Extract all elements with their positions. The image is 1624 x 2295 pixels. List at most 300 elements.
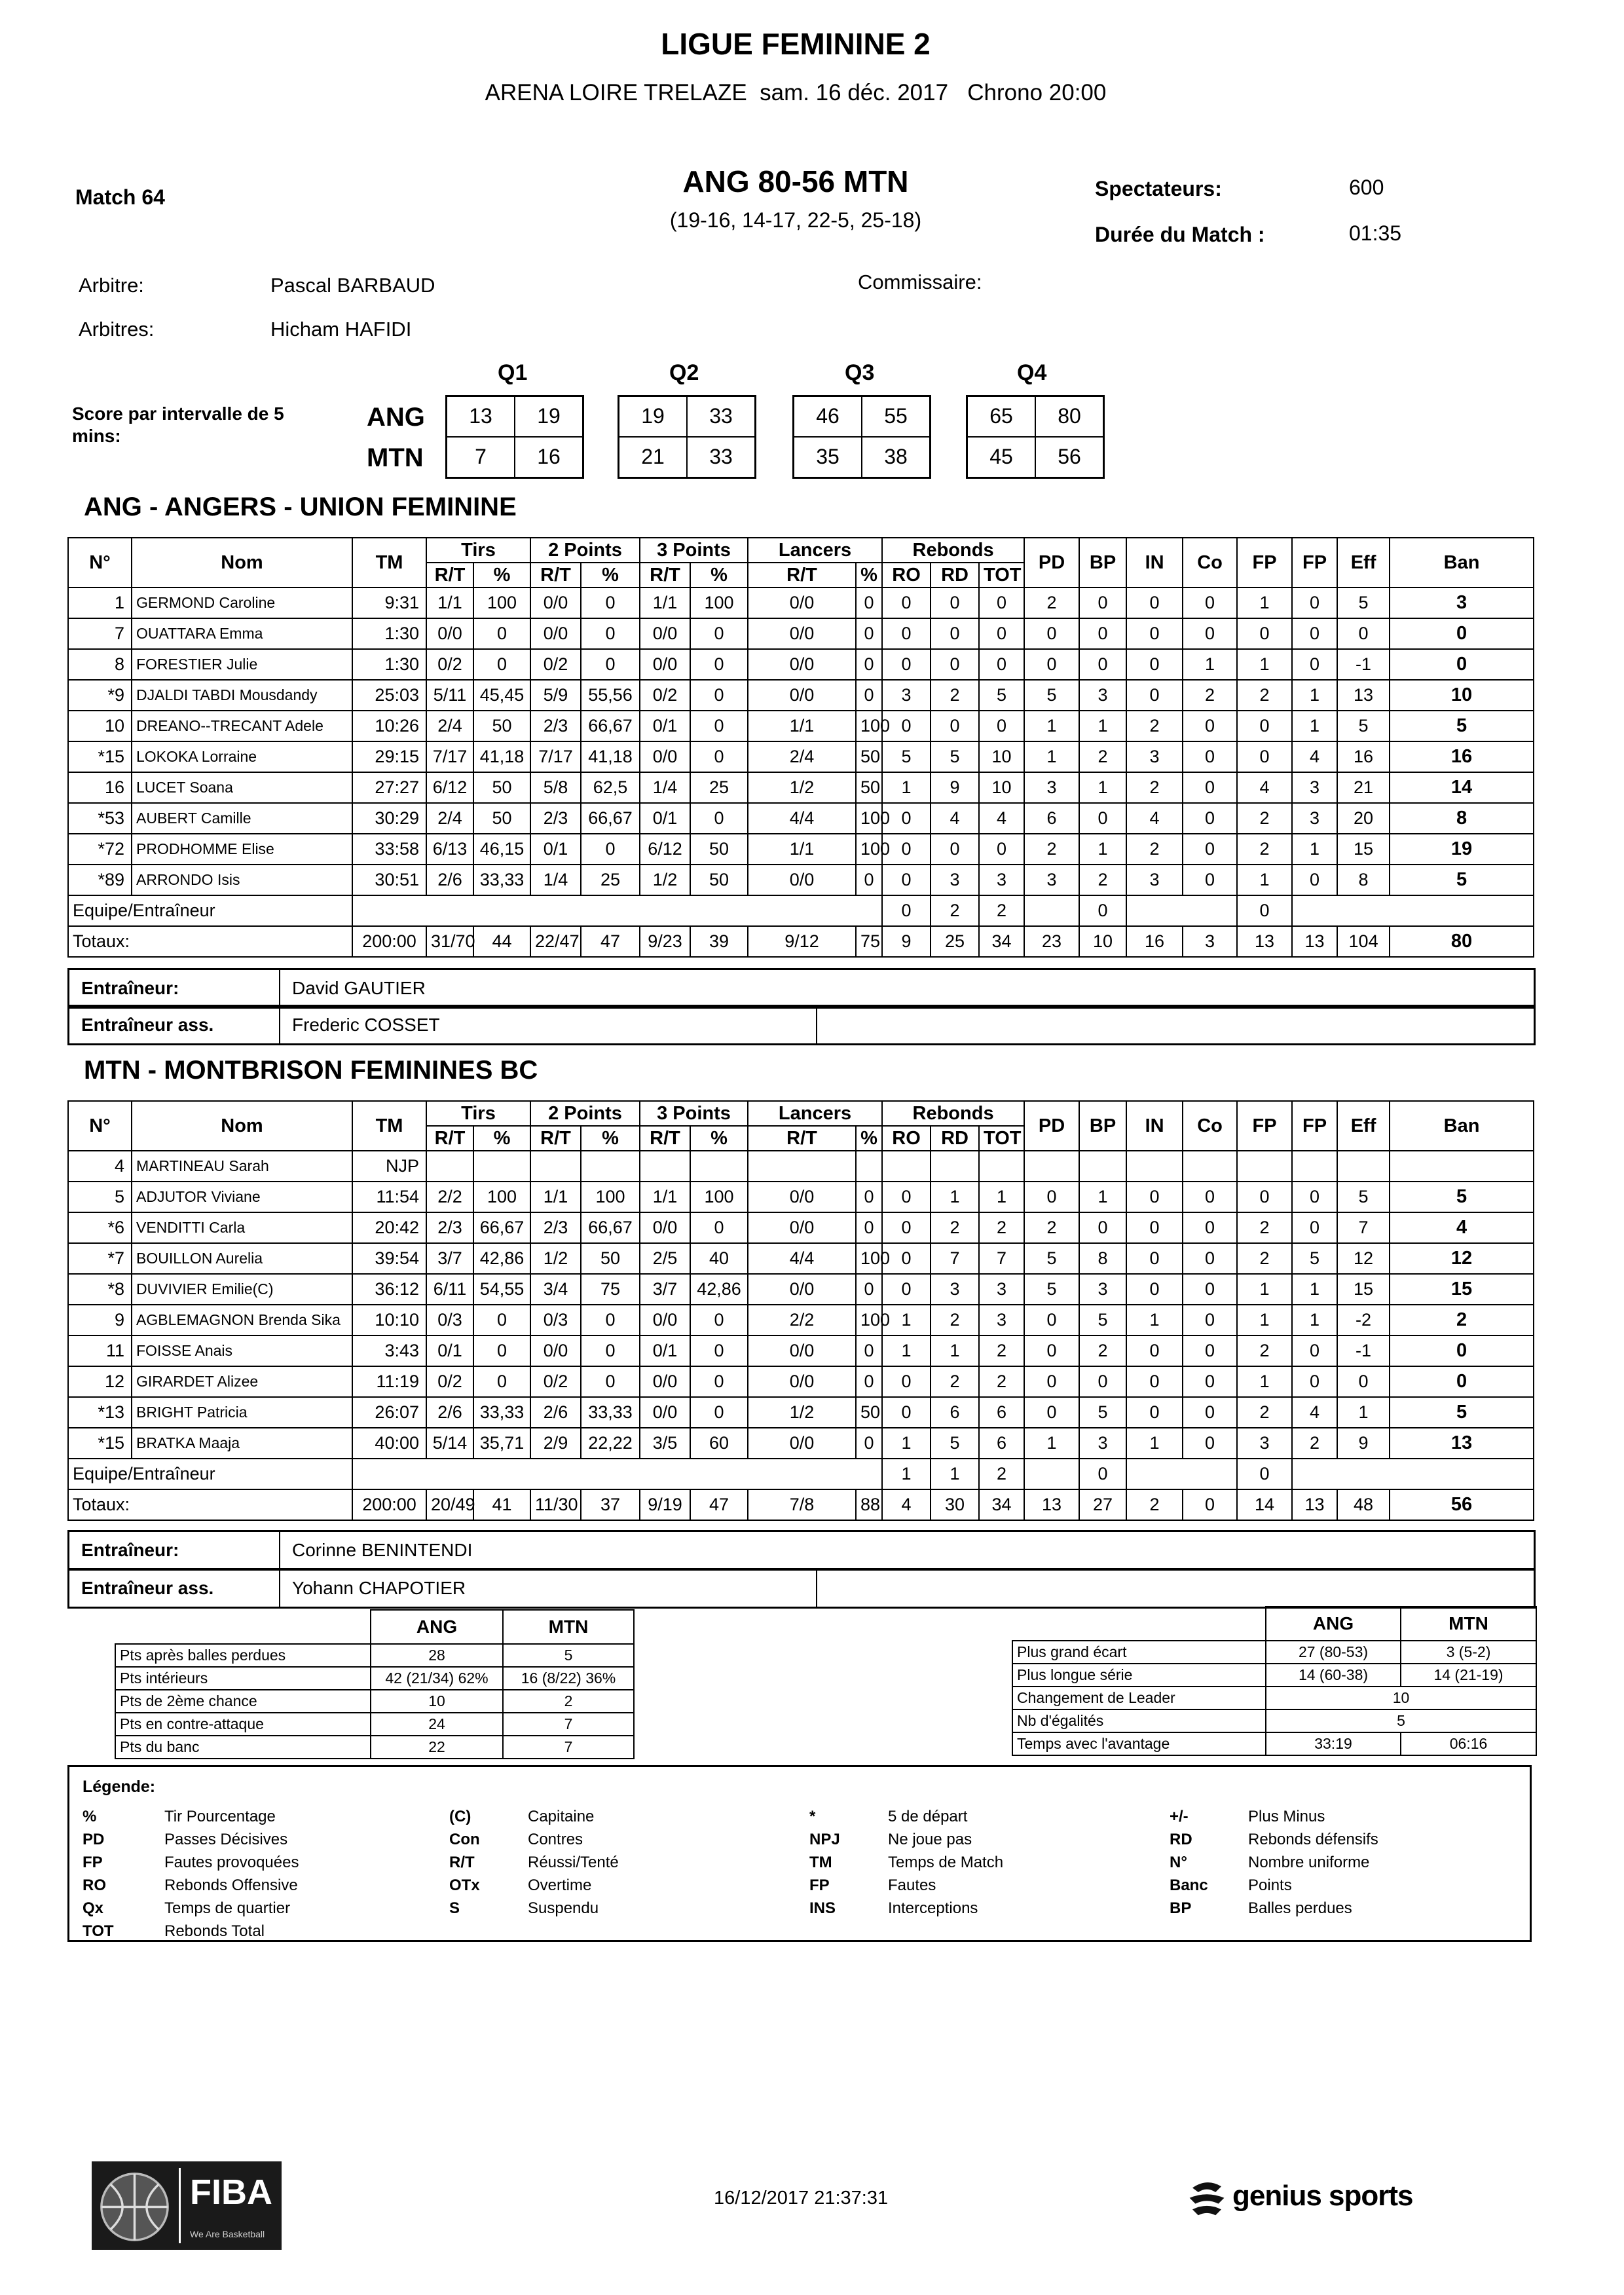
stat-ft-rt: 1/1 (748, 711, 856, 741)
summary-value: 7 (503, 1736, 634, 1759)
stat-p3-pct: 100 (690, 588, 748, 618)
stat-fg-rt: 2/3 (426, 1212, 473, 1243)
team-row-label: Equipe/Entraîneur (68, 1459, 352, 1489)
stat-reb-def: 3 (931, 865, 979, 895)
stat-fg-pct: 35,71 (473, 1428, 530, 1459)
stat-fouls-drawn: 1 (1237, 1366, 1292, 1397)
stat-p3-rt: 0/1 (640, 803, 690, 834)
stat-fg-rt: 0/2 (426, 1366, 473, 1397)
stat-reb-tot: 10 (979, 741, 1024, 772)
stat-fouls: 4 (1292, 741, 1337, 772)
stat-efficiency: -2 (1337, 1305, 1390, 1335)
team2-coach-row (67, 1530, 1536, 1571)
team1-assistant-label: Entraîneur ass. (69, 1007, 280, 1043)
stat-fg-rt: 6/11 (426, 1274, 473, 1305)
stat-fg-rt: 7/17 (426, 741, 473, 772)
stat-p3-pct: 0 (690, 803, 748, 834)
legend-desc: Points (1248, 1876, 1292, 1894)
player-name: AUBERT Camille (132, 803, 352, 834)
spectators-value: 600 (1349, 176, 1384, 199)
stat-points: 4 (1390, 1212, 1534, 1243)
summary-label: Plus longue série (1012, 1664, 1266, 1687)
team-blank-pd (1024, 895, 1079, 926)
team2-title: MTN - MONTBRISON FEMININES BC (84, 1056, 538, 1085)
player-minutes: 3:43 (352, 1335, 426, 1366)
stat-ft-pct: 0 (856, 649, 882, 680)
stat-reb-off: 0 (882, 1182, 931, 1212)
player-row (68, 1366, 1534, 1397)
team-coach-row (68, 1459, 1534, 1489)
stat-efficiency: 0 (1337, 618, 1390, 649)
venue-line: ARENA LOIRE TRELAZE sam. 16 déc. 2017 Chrono 20:00 (485, 80, 1107, 105)
legend-desc: Overtime (528, 1876, 592, 1894)
stat-p3-pct: 0 (690, 1335, 748, 1366)
player-row (68, 680, 1534, 711)
stat-blocks: 0 (1183, 1305, 1237, 1335)
stat-assists: 0 (1024, 1397, 1079, 1428)
team-coach-row (68, 895, 1534, 926)
team-reb-tot: 2 (979, 1459, 1024, 1489)
points-summary-table (115, 1609, 635, 1759)
stat-steals: 0 (1126, 1366, 1183, 1397)
q2-b2: 33 (686, 438, 754, 477)
league-title: LIGUE FEMININE 2 (661, 27, 931, 61)
stat-steals: 4 (1126, 803, 1183, 834)
stat-points: 3 (1390, 588, 1534, 618)
q1-b2: 16 (514, 438, 582, 477)
legend-desc: Fautes provoquées (164, 1854, 299, 1871)
summary-value: 24 (371, 1713, 503, 1736)
stat-reb-def: 3 (931, 1274, 979, 1305)
quarter-scores: (19-16, 14-17, 22-5, 25-18) (669, 208, 922, 232)
stat-points: 12 (1390, 1243, 1534, 1274)
summary-row (1012, 1664, 1536, 1687)
summary-head: MTN (503, 1610, 634, 1644)
stat-p3-rt: 1/4 (640, 772, 690, 803)
stat-reb-off: 5 (882, 741, 931, 772)
stat-blocks: 0 (1183, 1274, 1237, 1305)
summary-empty (1012, 1607, 1266, 1641)
q3-label: Q3 (845, 360, 875, 385)
stat-ft-pct: 0 (856, 1212, 882, 1243)
legend-abbr: Qx (83, 1899, 104, 1917)
stat-p2-pct: 66,67 (581, 1212, 640, 1243)
sub-tot-header: TOT (979, 1126, 1024, 1151)
q2-a1: 19 (641, 404, 665, 428)
stat-fouls-drawn: 2 (1237, 1335, 1292, 1366)
legend-desc: Interceptions (888, 1899, 978, 1917)
legend-desc: Fautes (888, 1876, 936, 1894)
stat-assists: 1 (1024, 1428, 1079, 1459)
summary-value: 5 (503, 1644, 634, 1667)
stat-p2-rt: 0/3 (530, 1305, 581, 1335)
stat-ft-pct: 0 (856, 1182, 882, 1212)
stat-p3-rt: 1/1 (640, 1182, 690, 1212)
stat-turnovers: 5 (1079, 1305, 1126, 1335)
stat-blocks: 0 (1183, 803, 1237, 834)
player-row (68, 1274, 1534, 1305)
player-number: *15 (68, 1428, 132, 1459)
summary-value: 14 (21-19) (1401, 1664, 1536, 1687)
player-row (68, 1335, 1534, 1366)
player-name: MARTINEAU Sarah (132, 1151, 352, 1182)
stat-reb-def: 5 (931, 741, 979, 772)
summary-value: 28 (371, 1644, 503, 1667)
spectators-label: Spectateurs: (1095, 177, 1222, 200)
stat-steals: 0 (1126, 1212, 1183, 1243)
summary-label: Changement de Leader (1012, 1687, 1266, 1709)
stat-assists: 0 (1024, 618, 1079, 649)
total-stat: 104 (1337, 926, 1390, 957)
stat-fg-rt: 3/7 (426, 1243, 473, 1274)
q3-score-box (792, 395, 931, 479)
legend-abbr: TOT (83, 1922, 114, 1940)
stat-p3-rt: 0/0 (640, 649, 690, 680)
stat-fg-pct: 0 (473, 649, 530, 680)
summary-value: 7 (503, 1713, 634, 1736)
stat-p3-rt: 0/0 (640, 1212, 690, 1243)
stat-reb-def: 2 (931, 1305, 979, 1335)
stat-fg-pct: 100 (473, 1182, 530, 1212)
q1-a2: 19 (514, 397, 582, 436)
sub-pct-header: % (856, 1126, 882, 1151)
total-stat: 200:00 (352, 926, 426, 957)
legend-desc: 5 de départ (888, 1808, 968, 1825)
fiba-tagline: We Are Basketball (190, 2229, 265, 2239)
team-row-label: Equipe/Entraîneur (68, 895, 352, 926)
stat-reb-tot: 2 (979, 1335, 1024, 1366)
stat-reb-tot: 2 (979, 1366, 1024, 1397)
player-minutes: 29:15 (352, 741, 426, 772)
stat-p3-pct: 25 (690, 772, 748, 803)
total-stat: 39 (690, 926, 748, 957)
stat-p3-rt: 6/12 (640, 834, 690, 865)
summary-empty (115, 1610, 371, 1644)
legend-desc: Nombre uniforme (1248, 1854, 1370, 1871)
summary-label: Pts après balles perdues (115, 1644, 371, 1667)
stat-ft-rt: 0/0 (748, 1366, 856, 1397)
stat-turnovers: 3 (1079, 1428, 1126, 1459)
player-row (68, 1212, 1534, 1243)
stat-p2-rt: 0/0 (530, 618, 581, 649)
sub-pct-header: % (473, 1126, 530, 1151)
player-minutes: 1:30 (352, 618, 426, 649)
stat-reb-tot: 6 (979, 1428, 1024, 1459)
stat-assists: 1 (1024, 741, 1079, 772)
stat-ft-rt: 0/0 (748, 1212, 856, 1243)
stat-blocks: 0 (1183, 741, 1237, 772)
summary-row (115, 1690, 634, 1713)
stat-blocks: 0 (1183, 834, 1237, 865)
stat-efficiency: 5 (1337, 1182, 1390, 1212)
player-row (68, 618, 1534, 649)
stat-p2-pct: 41,18 (581, 741, 640, 772)
col-name-header: Nom (132, 1101, 352, 1151)
player-number: 4 (68, 1151, 132, 1182)
q1-score-box (445, 395, 584, 479)
player-minutes: 36:12 (352, 1274, 426, 1305)
stat-p3-pct: 40 (690, 1243, 748, 1274)
stat-fg-rt: 0/3 (426, 1305, 473, 1335)
player-minutes: 20:42 (352, 1212, 426, 1243)
player-number: *9 (68, 680, 132, 711)
stat-ft-rt: 1/2 (748, 772, 856, 803)
stat-fouls-drawn: 1 (1237, 1305, 1292, 1335)
player-number: 9 (68, 1305, 132, 1335)
stat-assists: 3 (1024, 865, 1079, 895)
legend-abbr: Con (449, 1831, 480, 1848)
stat-fouls: 3 (1292, 803, 1337, 834)
legend-desc: Plus Minus (1248, 1808, 1325, 1825)
legend-desc: Rebonds Offensive (164, 1876, 298, 1894)
stat-reb-tot: 7 (979, 1243, 1024, 1274)
col-3pts-header: 3 Points (640, 538, 748, 563)
player-name: ADJUTOR Viviane (132, 1182, 352, 1212)
stat-steals: 0 (1126, 1243, 1183, 1274)
summary-row (1012, 1641, 1536, 1664)
player-minutes: 33:58 (352, 834, 426, 865)
total-stat: 9/23 (640, 926, 690, 957)
q4-label: Q4 (1017, 360, 1047, 385)
stat-fg-pct: 100 (473, 588, 530, 618)
stat-p2-rt: 5/9 (530, 680, 581, 711)
sub-pct-header: % (690, 563, 748, 588)
totals-label: Totaux: (68, 1489, 352, 1520)
stat-fouls-drawn: 2 (1237, 1212, 1292, 1243)
player-minutes: 27:27 (352, 772, 426, 803)
player-minutes: 40:00 (352, 1428, 426, 1459)
stat-fg-rt: 0/0 (426, 618, 473, 649)
stat-p3-pct: 0 (690, 680, 748, 711)
stat-blocks: 0 (1183, 618, 1237, 649)
stat-fg-rt: 0/1 (426, 1335, 473, 1366)
stat-reb-def: 0 (931, 649, 979, 680)
stat-reb-tot: 0 (979, 711, 1024, 741)
summary-row (115, 1644, 634, 1667)
stat-reb-tot: 1 (979, 1182, 1024, 1212)
total-stat: 20/49 (426, 1489, 473, 1520)
stat-ft-rt: 0/0 (748, 1182, 856, 1212)
col-no-header: N° (68, 1101, 132, 1151)
basketball-icon (97, 2169, 172, 2245)
stat-assists: 0 (1024, 1335, 1079, 1366)
stat-blocks: 1 (1183, 649, 1237, 680)
total-stat: 25 (931, 926, 979, 957)
stat-points: 14 (1390, 772, 1534, 803)
stat-points: 5 (1390, 865, 1534, 895)
stat-points: 0 (1390, 1335, 1534, 1366)
player-row (68, 649, 1534, 680)
stat-ft-rt: 0/0 (748, 588, 856, 618)
summary-row (115, 1667, 634, 1690)
stat-fouls-drawn: 3 (1237, 1428, 1292, 1459)
legend-abbr: FP (809, 1876, 830, 1894)
stat-p3-rt: 0/0 (640, 1305, 690, 1335)
stat-ft-pct: 100 (856, 1305, 882, 1335)
total-stat: 47 (581, 926, 640, 957)
team-fouls: 0 (1237, 895, 1292, 926)
summary-value: 2 (503, 1690, 634, 1713)
stat-assists: 5 (1024, 1243, 1079, 1274)
stat-p2-pct: 62,5 (581, 772, 640, 803)
player-number: *7 (68, 1243, 132, 1274)
total-stat: 9/19 (640, 1489, 690, 1520)
team1-coach-name: David GAUTIER (292, 978, 426, 998)
col-bp-header: BP (1079, 1101, 1126, 1151)
stat-fg-pct: 0 (473, 1305, 530, 1335)
stat-fouls-drawn: 1 (1237, 649, 1292, 680)
player-row (68, 741, 1534, 772)
stat-efficiency: 1 (1337, 1397, 1390, 1428)
sub-ro-header: RO (882, 563, 931, 588)
stat-steals: 0 (1126, 1274, 1183, 1305)
stat-p2-rt: 1/4 (530, 865, 581, 895)
team-reb-off: 1 (882, 1459, 931, 1489)
col-co-header: Co (1183, 538, 1237, 588)
stat-fouls: 1 (1292, 1274, 1337, 1305)
team1-assistant-name: Frederic COSSET (280, 1007, 817, 1043)
stat-fouls-drawn: 0 (1237, 711, 1292, 741)
stat-reb-off: 0 (882, 834, 931, 865)
stat-p2-rt: 0/0 (530, 1335, 581, 1366)
stat-assists: 2 (1024, 834, 1079, 865)
stat-p3-pct: 0 (690, 711, 748, 741)
q1-b1: 7 (475, 445, 487, 468)
stat-p2-pct: 66,67 (581, 803, 640, 834)
q2-b1: 21 (641, 445, 665, 468)
legend-desc: Contres (528, 1831, 583, 1848)
stat-fg-pct: 45,45 (473, 680, 530, 711)
stat-points: 8 (1390, 803, 1534, 834)
player-name: PRODHOMME Elise (132, 834, 352, 865)
stat-turnovers: 1 (1079, 1182, 1126, 1212)
stat-blocks: 0 (1183, 1335, 1237, 1366)
stat-p3-pct: 50 (690, 865, 748, 895)
stat-ft-rt: 0/0 (748, 865, 856, 895)
stat-p2-pct: 0 (581, 649, 640, 680)
col-pd-header: PD (1024, 1101, 1079, 1151)
team-fouls: 0 (1237, 1459, 1292, 1489)
total-stat: 88 (856, 1489, 882, 1520)
team2-assistant-row (67, 1568, 1536, 1609)
team-blank-pd (1024, 1459, 1079, 1489)
team-row-blank (352, 1459, 882, 1489)
stat-blocks (1183, 1151, 1237, 1182)
legend-abbr: S (449, 1899, 460, 1917)
stat-fouls-drawn: 1 (1237, 1274, 1292, 1305)
col-fp1-header: FP (1237, 1101, 1292, 1151)
stat-steals: 0 (1126, 680, 1183, 711)
stat-fouls: 0 (1292, 1335, 1337, 1366)
total-stat: 30 (931, 1489, 979, 1520)
stat-ft-rt: 0/0 (748, 649, 856, 680)
stat-p2-rt: 0/1 (530, 834, 581, 865)
stat-efficiency: 5 (1337, 588, 1390, 618)
stat-ft-pct: 50 (856, 741, 882, 772)
stat-reb-def: 6 (931, 1397, 979, 1428)
total-stat: 37 (581, 1489, 640, 1520)
player-name: ARRONDO Isis (132, 865, 352, 895)
player-minutes: 9:31 (352, 588, 426, 618)
stat-p3-rt: 0/0 (640, 1366, 690, 1397)
team-blank-in (1126, 1459, 1237, 1489)
stat-p3-pct (690, 1151, 748, 1182)
stat-steals: 0 (1126, 588, 1183, 618)
stat-steals: 2 (1126, 772, 1183, 803)
sub-ro-header: RO (882, 1126, 931, 1151)
stat-reb-def: 1 (931, 1182, 979, 1212)
stat-p3-pct: 0 (690, 618, 748, 649)
sub-rt-header: R/T (748, 563, 856, 588)
stat-efficiency: 15 (1337, 834, 1390, 865)
player-minutes: 11:54 (352, 1182, 426, 1212)
team1-coach-row (67, 968, 1536, 1009)
stat-p2-rt: 2/6 (530, 1397, 581, 1428)
total-stat: 10 (1079, 926, 1126, 957)
summary-value: 33:19 (1266, 1732, 1401, 1755)
stat-reb-tot (979, 1151, 1024, 1182)
stat-turnovers: 3 (1079, 680, 1126, 711)
stat-fg-pct: 0 (473, 618, 530, 649)
player-number: *8 (68, 1274, 132, 1305)
summary-value: 27 (80-53) (1266, 1641, 1401, 1664)
stat-ft-pct: 0 (856, 1366, 882, 1397)
player-minutes: 39:54 (352, 1243, 426, 1274)
interval-team-a: ANG (367, 403, 425, 432)
stat-assists: 1 (1024, 711, 1079, 741)
stat-p2-pct: 22,22 (581, 1428, 640, 1459)
legend-abbr: BP (1170, 1899, 1192, 1917)
stat-fouls: 0 (1292, 1366, 1337, 1397)
player-minutes: 10:10 (352, 1305, 426, 1335)
stat-blocks: 0 (1183, 1243, 1237, 1274)
stat-fouls: 0 (1292, 865, 1337, 895)
stat-reb-off (882, 1151, 931, 1182)
referee-label: Arbitre: (79, 274, 144, 297)
col-ban-header: Ban (1390, 1101, 1534, 1151)
total-stat: 16 (1126, 926, 1183, 957)
stat-assists: 5 (1024, 680, 1079, 711)
stat-reb-off: 0 (882, 1366, 931, 1397)
stat-blocks: 0 (1183, 1212, 1237, 1243)
col-in-header: IN (1126, 1101, 1183, 1151)
final-score: ANG 80-56 MTN (682, 164, 909, 198)
col-in-header: IN (1126, 538, 1183, 588)
stat-ft-rt: 0/0 (748, 680, 856, 711)
team-turnovers: 0 (1079, 1459, 1126, 1489)
col-pd-header: PD (1024, 538, 1079, 588)
stat-reb-tot: 0 (979, 588, 1024, 618)
stat-reb-tot: 10 (979, 772, 1024, 803)
stat-steals (1126, 1151, 1183, 1182)
player-minutes: NJP (352, 1151, 426, 1182)
stat-points: 15 (1390, 1274, 1534, 1305)
team-reb-tot: 2 (979, 895, 1024, 926)
stat-fg-rt: 1/1 (426, 588, 473, 618)
player-number: 11 (68, 1335, 132, 1366)
total-stat: 75 (856, 926, 882, 957)
stat-assists: 0 (1024, 1366, 1079, 1397)
stat-turnovers: 1 (1079, 772, 1126, 803)
duration-label: Durée du Match : (1095, 223, 1265, 246)
team-reb-def: 2 (931, 895, 979, 926)
stat-turnovers: 1 (1079, 711, 1126, 741)
stat-ft-pct: 0 (856, 588, 882, 618)
stat-steals: 0 (1126, 1182, 1183, 1212)
team1-title: ANG - ANGERS - UNION FEMININE (84, 493, 517, 521)
stat-reb-tot: 3 (979, 1305, 1024, 1335)
legend-abbr: TM (809, 1854, 832, 1871)
